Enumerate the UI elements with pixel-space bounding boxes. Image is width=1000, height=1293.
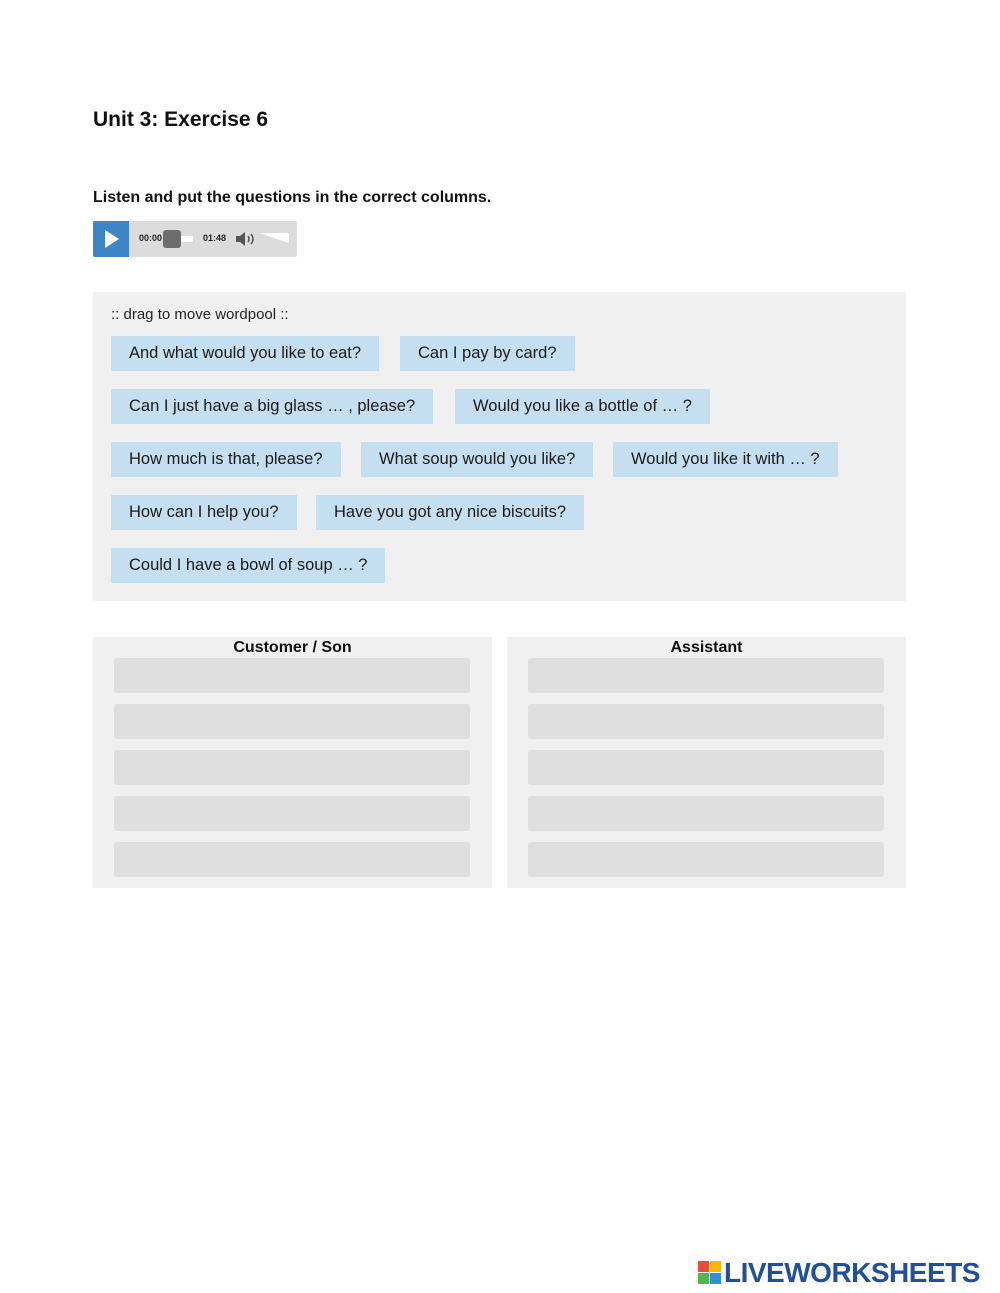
duration-time: 01:48 <box>203 233 227 243</box>
page-title: Unit 3: Exercise 6 <box>93 108 269 131</box>
column-heading: Assistant <box>670 639 743 656</box>
drop-slot[interactable] <box>114 704 470 739</box>
word-chip[interactable]: Can I pay by card? <box>400 336 575 371</box>
drop-slot[interactable] <box>528 750 884 785</box>
wordpool[interactable] <box>93 292 906 601</box>
instruction-text: Listen and put the questions in the correct columns. <box>93 189 492 206</box>
wordpool-drag-handle[interactable]: :: drag to move wordpool :: <box>111 306 289 323</box>
word-chip[interactable]: Would you like it with … ? <box>613 442 838 477</box>
logo-blocks-icon <box>698 1261 722 1285</box>
word-chip[interactable]: And what would you like to eat? <box>111 336 379 371</box>
drop-slot[interactable] <box>114 658 470 693</box>
play-icon[interactable] <box>93 221 129 257</box>
word-chip[interactable]: Can I just have a big glass … , please? <box>111 389 433 424</box>
column-heading: Customer / Son <box>233 639 352 656</box>
drop-slot[interactable] <box>528 842 884 877</box>
drop-slot[interactable] <box>528 704 884 739</box>
audio-player <box>93 221 297 257</box>
current-time: 00:00 <box>139 233 163 243</box>
word-chip[interactable]: Have you got any nice biscuits? <box>316 495 584 530</box>
word-chip[interactable]: What soup would you like? <box>361 442 593 477</box>
word-chip[interactable]: Could I have a bowl of soup … ? <box>111 548 385 583</box>
word-chip[interactable]: Would you like a bottle of … ? <box>455 389 710 424</box>
word-chip[interactable]: How much is that, please? <box>111 442 341 477</box>
drop-slot[interactable] <box>528 658 884 693</box>
drop-slot[interactable] <box>114 842 470 877</box>
column-assistant <box>507 637 906 888</box>
drop-slot[interactable] <box>114 796 470 831</box>
volume-icon[interactable] <box>235 231 257 247</box>
logo-text: LIVEWORKSHEETS <box>724 1257 980 1288</box>
column-customer-son <box>93 637 492 888</box>
drop-slot[interactable] <box>528 796 884 831</box>
word-chip[interactable]: How can I help you? <box>111 495 297 530</box>
drop-slot[interactable] <box>114 750 470 785</box>
volume-slider[interactable] <box>259 233 289 243</box>
seek-handle[interactable] <box>163 230 181 248</box>
